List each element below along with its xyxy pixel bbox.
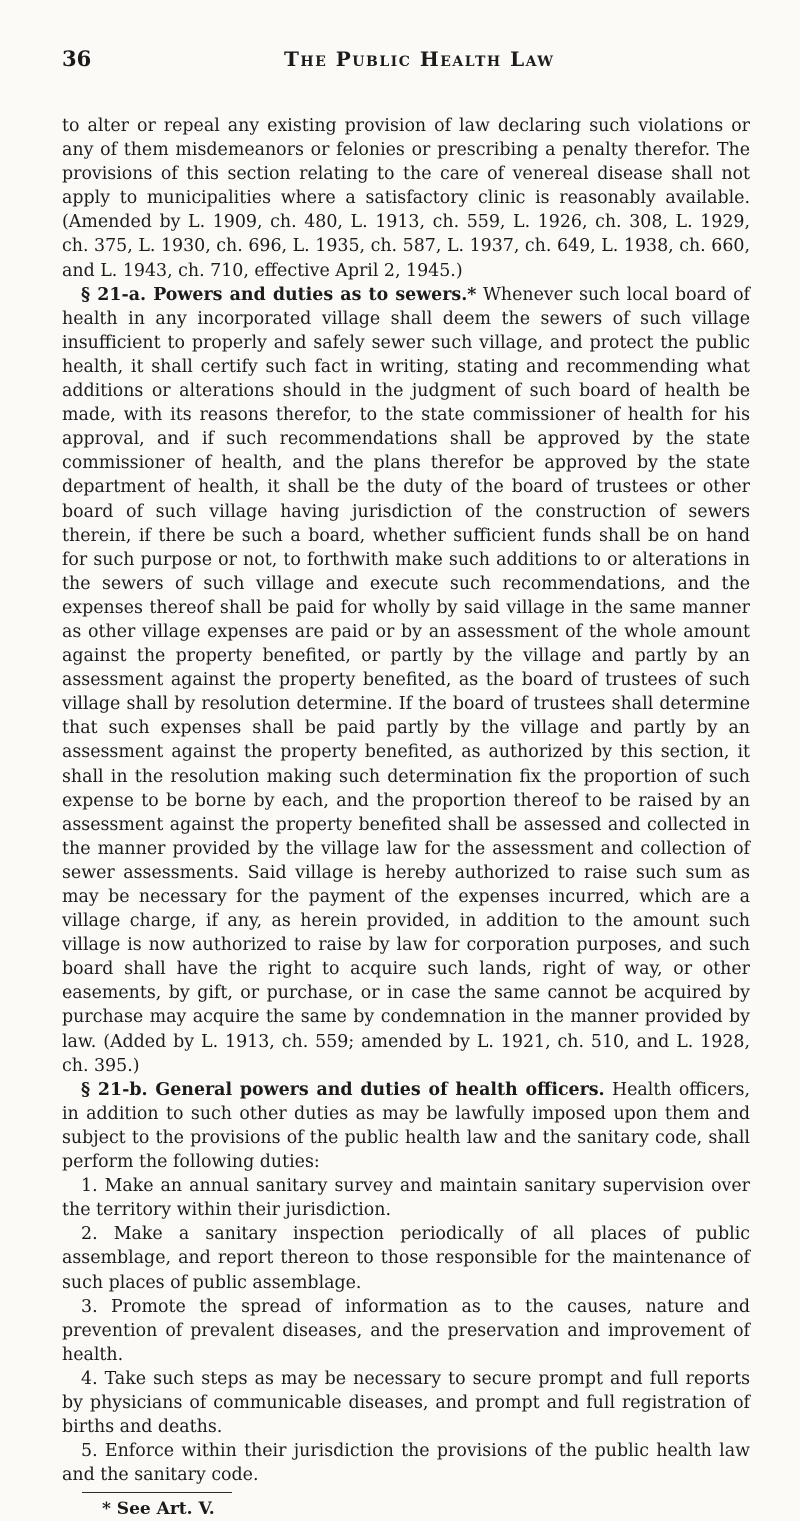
- section-21b-text: Health officers, in addition to such other duties as may be lawfully imposed upon them and subject to the provisions of the public health law and the sanitary code, shall perform the following duties:: [62, 1079, 750, 1173]
- running-header: [62, 46, 750, 76]
- section-21b-heading: § 21-b. General powers and duties of health officers.: [81, 1079, 605, 1100]
- footnote-divider: [82, 1492, 232, 1493]
- duty-item-5: 5. Enforce within their jurisdiction the provisions of the public health law and the sanitary code.: [62, 1441, 750, 1486]
- page-number: 36: [62, 46, 92, 71]
- continuation-paragraph: to alter or repeal any existing provision of law declaring such violations or any of them misdemeanors or felonies or prescribing a penalty therefor. The provisions of this section relating to the care of venereal disease shall not apply to municipalities where a satisfactory clinic is reasonably available. (Amended by L. 1909, ch. 480, L. 1913, ch. 559, L. 1926, ch. 308, L. 1929, ch. 375, L. 1930, ch. 696, L. 1935, ch. 587, L. 1937, ch. 649, L. 1938, ch. 660, and L. 1943, ch. 710, effective April 2, 1945.): [62, 116, 750, 281]
- section-21a-text: Whenever such local board of health in any incorporated village shall deem the sewers of such village insufficient to properly and safely sewer such village, and protect the public health, it shall certify such fact in writing, stating and recommending what additions or alterations should in the judgment of such board of health be made, with its reasons therefor, to the state commissioner of health for his approval, and if such recommendations shall be approved by the state commissioner of health, and the plans therefor be approved by the state department of health, it shall be the duty of the board of trustees or other board of such village having jurisdiction of the construction of sewers therein, if there be such a board, whether sufficient funds shall be on hand for such purpose or not, to forthwith make such additions to or alterations in the sewers of such village and execute such recommendations, and the expenses thereof shall be paid for wholly by said village in the same manner as other village expenses are paid or by an assessment of the whole amount against the property benefited, or partly by the village and partly by an assessment against the property benefited, as the board of trustees of such village shall by resolution determine. If the board of trustees shall determine that such expenses shall be paid partly by the village and partly by an assessment against the property benefited, as authorized by this section, it shall in the resolution making such determination fix the proportion of such expense to be borne by each, and the proportion thereof to be raised by an assessment against the property benefited shall be assessed and collected in the manner provided by the village law for the assessment and collection of sewer assessments. Said village is hereby authorized to raise such sum as may be necessary for the payment of the expenses incurred, which are a village charge, if any, as herein provided, in addition to the amount such village is now authorized to raise by law for corporation purposes, and such board shall have the right to acquire such lands, right of way, or other easements, by gift, or purchase, or in case the same cannot be acquired by purchase may acquire the same by condemnation in the manner provided by law. (Added by L. 1913, ch. 559; amended by L. 1921, ch. 510, and L. 1928, ch. 395.): [62, 284, 750, 1076]
- section-21b: [62, 1078, 750, 1174]
- page-body: [62, 114, 750, 1521]
- section-21a-heading: § 21-a. Powers and duties as to sewers.*: [81, 284, 477, 305]
- section-21a: [62, 283, 750, 1078]
- footnote: * See Art. V.: [102, 1499, 215, 1520]
- running-title: The Public Health Law: [284, 47, 555, 71]
- duty-item-2: 2. Make a sanitary inspection periodically of all places of public assemblage, and report thereon to those responsible for the maintenance of such places of public assemblage.: [62, 1224, 750, 1293]
- duty-item-1: 1. Make an annual sanitary survey and maintain sanitary supervision over the territory within their jurisdiction.: [62, 1176, 750, 1221]
- duty-item-4: 4. Take such steps as may be necessary to secure prompt and full reports by physicians of communicable diseases, and prompt and full registration of births and deaths.: [62, 1368, 750, 1438]
- duty-item-3: 3. Promote the spread of information as to the causes, nature and prevention of prevalent diseases, and the preservation and improvement of health.: [62, 1296, 750, 1365]
